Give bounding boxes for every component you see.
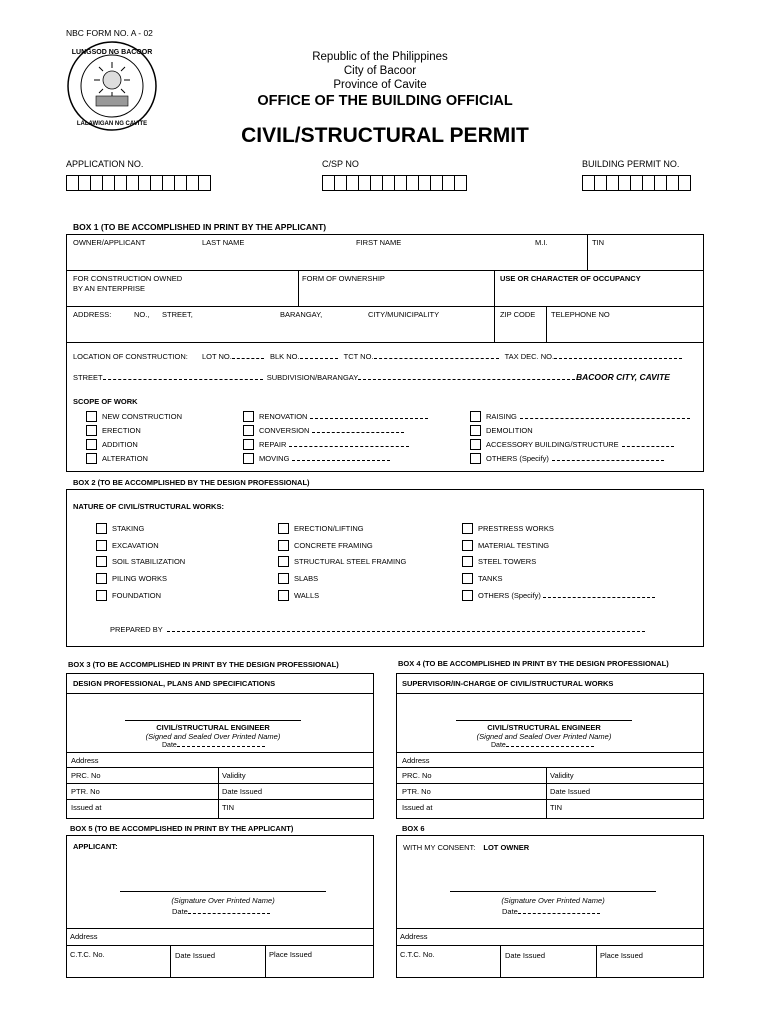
- scope-specify-field[interactable]: [289, 446, 409, 447]
- scope-checkbox[interactable]: [470, 453, 481, 464]
- box6-ctc-label: C.T.C. No.: [400, 950, 435, 959]
- scope-specify-field[interactable]: [292, 460, 390, 461]
- address-city-label: CITY/MUNICIPALITY: [368, 310, 440, 319]
- box3-subheading: DESIGN PROFESSIONAL, PLANS AND SPECIFICATIONS: [73, 679, 276, 688]
- scope-option-label: OTHERS (Specify): [486, 454, 664, 463]
- box3-signature-line[interactable]: [125, 720, 301, 721]
- box5-date-field[interactable]: [188, 913, 270, 914]
- scope-option-label: MOVING: [259, 454, 390, 463]
- seal-bottom-text: LALAWIGAN NG CAVITE: [76, 121, 148, 127]
- box5-signature-line[interactable]: [120, 891, 326, 892]
- building-permit-no-boxes[interactable]: [582, 175, 690, 191]
- box6-place-issued-label: Place Issued: [600, 951, 643, 960]
- box4-prc-label: PRC. No: [402, 771, 432, 780]
- box3-tin-label: TIN: [222, 803, 235, 812]
- street-field[interactable]: [103, 379, 263, 380]
- form-number: NBC FORM NO. A - 02: [66, 28, 153, 38]
- box4-date-field[interactable]: [506, 746, 594, 747]
- nature-option-label: ERECTION/LIFTING: [294, 524, 364, 533]
- nature-checkbox[interactable]: [96, 556, 107, 567]
- box3-engineer-label: CIVIL/STRUCTURAL ENGINEER: [156, 723, 270, 732]
- scope-checkbox[interactable]: [86, 439, 97, 450]
- scope-option-label: NEW CONSTRUCTION: [102, 412, 182, 421]
- scope-option-label: RENOVATION: [259, 412, 428, 421]
- nature-checkbox[interactable]: [278, 590, 289, 601]
- box4-address-label: Address: [402, 756, 430, 765]
- prepared-by-row: PREPARED BY: [110, 625, 645, 634]
- nature-specify-field[interactable]: [543, 597, 655, 598]
- nature-option-label: FOUNDATION: [112, 591, 162, 600]
- scope-of-work-label: SCOPE OF WORK: [73, 397, 138, 406]
- scope-option-label: ERECTION: [102, 426, 141, 435]
- scope-option-label: RAISING: [486, 412, 690, 421]
- use-or-character-label: USE OR CHARACTER OF OCCUPANCY: [500, 274, 641, 283]
- box3-prc-label: PRC. No: [71, 771, 101, 780]
- box3-ptr-label: PTR. No: [71, 787, 100, 796]
- box2-frame: [66, 489, 704, 647]
- nature-option-label: WALLS: [294, 591, 320, 600]
- subdivision-field[interactable]: [358, 379, 580, 380]
- nature-option-label: STEEL TOWERS: [478, 557, 537, 566]
- nature-checkbox[interactable]: [278, 540, 289, 551]
- header-address-block: [230, 50, 530, 92]
- application-no-boxes[interactable]: [66, 175, 210, 191]
- box5-address-label: Address: [70, 932, 98, 941]
- nature-checkbox[interactable]: [462, 523, 473, 534]
- scope-checkbox[interactable]: [243, 425, 254, 436]
- scope-specify-field[interactable]: [310, 418, 428, 419]
- tax-dec-field[interactable]: [554, 358, 682, 359]
- box6-date-row: Date: [502, 907, 600, 916]
- nature-checkbox[interactable]: [462, 573, 473, 584]
- first-name-label: FIRST NAME: [356, 238, 402, 247]
- box4-signed-label: (Signed and Sealed Over Printed Name): [476, 732, 612, 741]
- box3-issued-at-label: Issued at: [71, 803, 102, 812]
- scope-specify-field[interactable]: [312, 432, 404, 433]
- application-no-label: APPLICATION NO.: [66, 159, 144, 169]
- form-of-ownership-label: FORM OF OWNERSHIP: [302, 274, 385, 283]
- bacoor-seal-logo: [66, 40, 158, 132]
- nature-checkbox[interactable]: [96, 540, 107, 551]
- box5-date-row: Date: [172, 907, 270, 916]
- box4-validity-label: Validity: [550, 771, 574, 780]
- mi-label: M.I.: [535, 238, 548, 247]
- box3-signed-label: (Signed and Sealed Over Printed Name): [145, 732, 281, 741]
- scope-checkbox[interactable]: [470, 425, 481, 436]
- box5-date-issued-label: Date Issued: [175, 951, 216, 960]
- box5-place-issued-label: Place Issued: [269, 950, 312, 959]
- scope-checkbox[interactable]: [470, 411, 481, 422]
- tct-no-field[interactable]: [374, 358, 499, 359]
- csp-no-label: C/SP NO: [322, 159, 359, 169]
- box6-date-issued-label: Date Issued: [505, 951, 546, 960]
- box4-subheading: SUPERVISOR/IN-CHARGE OF CIVIL/STRUCTURAL WORKS: [402, 679, 614, 688]
- box5-ctc-label: C.T.C. No.: [70, 950, 105, 959]
- location-row: LOCATION OF CONSTRUCTION: LOT NO. BLK NO. TCT NO. TAX DEC. NO.: [73, 352, 682, 361]
- nature-option-label: PILING WORKS: [112, 574, 168, 583]
- box4-tin-label: TIN: [550, 803, 563, 812]
- nature-checkbox[interactable]: [96, 590, 107, 601]
- nature-checkbox[interactable]: [462, 556, 473, 567]
- prepared-by-field[interactable]: [167, 631, 645, 632]
- box1-heading: BOX 1 (TO BE ACCOMPLISHED IN PRINT BY THE APPLICANT): [73, 222, 327, 232]
- city-text: City of Bacoor: [343, 65, 417, 77]
- scope-checkbox[interactable]: [86, 425, 97, 436]
- box5-heading: BOX 5 (TO BE ACCOMPLISHED IN PRINT BY THE APPLICANT): [70, 824, 294, 833]
- scope-checkbox[interactable]: [243, 439, 254, 450]
- nature-option-label: PRESTRESS WORKS: [478, 524, 554, 533]
- box6-signature-label: (Signature Over Printed Name): [501, 896, 605, 905]
- nature-option-label: SOIL STABILIZATION: [112, 557, 186, 566]
- nature-checkbox[interactable]: [278, 573, 289, 584]
- scope-checkbox[interactable]: [243, 411, 254, 422]
- tin-label: TIN: [592, 238, 605, 247]
- nature-option-label: STRUCTURAL STEEL FRAMING: [294, 557, 407, 566]
- box4-ptr-label: PTR. No: [402, 787, 431, 796]
- scope-checkbox[interactable]: [86, 411, 97, 422]
- nature-option-label: EXCAVATION: [112, 541, 159, 550]
- box5-signature-label: (Signature Over Printed Name): [171, 896, 275, 905]
- box4-heading: BOX 4 (TO BE ACCOMPLISHED IN PRINT BY THE DESIGN PROFESSIONAL): [398, 659, 669, 668]
- scope-option-label: ALTERATION: [102, 454, 148, 463]
- box6-heading: BOX 6: [402, 824, 425, 833]
- scope-option-label: REPAIR: [259, 440, 409, 449]
- scope-specify-field[interactable]: [520, 418, 690, 419]
- nature-checkbox[interactable]: [278, 523, 289, 534]
- nature-option-label: TANKS: [478, 574, 503, 583]
- nature-label: NATURE OF CIVIL/STRUCTURAL WORKS:: [73, 502, 224, 511]
- scope-specify-field[interactable]: [622, 446, 674, 447]
- street-row: STREET SUBDIVISION/BARANGAY: [73, 373, 580, 382]
- address-label: ADDRESS:: [73, 310, 112, 319]
- csp-no-boxes[interactable]: [322, 175, 466, 191]
- nature-checkbox[interactable]: [96, 523, 107, 534]
- bacoor-city-text: BACOOR CITY, CAVITE: [576, 372, 670, 382]
- box3-date-row: Date: [162, 742, 265, 749]
- permit-title: CIVIL/STRUCTURAL PERMIT: [241, 124, 529, 147]
- address-street-label: STREET,: [162, 310, 193, 319]
- lot-no-field[interactable]: [232, 358, 264, 359]
- owner-applicant-label: OWNER/APPLICANT: [73, 238, 146, 247]
- blk-no-field[interactable]: [300, 358, 338, 359]
- box4-date-issued-label: Date Issued: [550, 787, 591, 796]
- address-barangay-label: BARANGAY,: [280, 310, 323, 319]
- nature-checkbox[interactable]: [462, 540, 473, 551]
- owner-name-field[interactable]: [66, 246, 587, 270]
- box2-heading: BOX 2 (TO BE ACCOMPLISHED BY THE DESIGN PROFESSIONAL): [73, 478, 310, 487]
- nature-option-label: CONCRETE FRAMING: [294, 541, 373, 550]
- scope-checkbox[interactable]: [243, 453, 254, 464]
- nature-option-label: OTHERS (Specify): [478, 591, 655, 600]
- province-text: Province of Cavite: [333, 79, 427, 91]
- box6-signature-line[interactable]: [450, 891, 656, 892]
- telephone-label: TELEPHONE NO: [551, 310, 610, 319]
- nature-option-label: SLABS: [294, 574, 319, 583]
- building-permit-no-label: BUILDING PERMIT NO.: [582, 159, 680, 169]
- box4-signature-line[interactable]: [456, 720, 632, 721]
- seal-top-text: LUNGSOD NG BACOOR: [71, 49, 153, 56]
- scope-option-label: CONVERSION: [259, 426, 404, 435]
- nature-option-label: MATERIAL TESTING: [478, 541, 550, 550]
- box3-date-field[interactable]: [177, 746, 265, 747]
- republic-text: Republic of the Philippines: [312, 51, 448, 63]
- office-title: OFFICE OF THE BUILDING OFFICIAL: [257, 93, 513, 109]
- box6-consent-row: WITH MY CONSENT: LOT OWNER: [403, 843, 530, 852]
- box6-date-field[interactable]: [518, 913, 600, 914]
- box4-date-row: Date: [491, 742, 594, 749]
- box5-applicant-label: APPLICANT:: [73, 842, 118, 851]
- scope-specify-field[interactable]: [552, 460, 664, 461]
- box3-validity-label: Validity: [222, 771, 246, 780]
- address-no-label: NO.,: [134, 310, 150, 319]
- box4-issued-at-label: Issued at: [402, 803, 433, 812]
- for-construction-label: FOR CONSTRUCTION OWNED BY AN ENTERPRISE: [73, 274, 183, 293]
- scope-option-label: ACCESSORY BUILDING/STRUCTURE: [486, 440, 674, 449]
- box3-date-issued-label: Date Issued: [222, 787, 263, 796]
- nature-option-label: STAKING: [112, 524, 145, 533]
- scope-checkbox[interactable]: [86, 453, 97, 464]
- zip-code-label: ZIP CODE: [500, 310, 536, 319]
- nature-checkbox[interactable]: [462, 590, 473, 601]
- box6-address-label: Address: [400, 932, 428, 941]
- scope-option-label: DEMOLITION: [486, 426, 533, 435]
- box4-engineer-label: CIVIL/STRUCTURAL ENGINEER: [487, 723, 601, 732]
- nature-checkbox[interactable]: [278, 556, 289, 567]
- scope-checkbox[interactable]: [470, 439, 481, 450]
- scope-option-label: ADDITION: [102, 440, 138, 449]
- nature-checkbox[interactable]: [96, 573, 107, 584]
- last-name-label: LAST NAME: [202, 238, 245, 247]
- box3-heading: BOX 3 (TO BE ACCOMPLISHED IN PRINT BY THE DESIGN PROFESSIONAL): [68, 660, 339, 669]
- box3-address-label: Address: [71, 756, 99, 765]
